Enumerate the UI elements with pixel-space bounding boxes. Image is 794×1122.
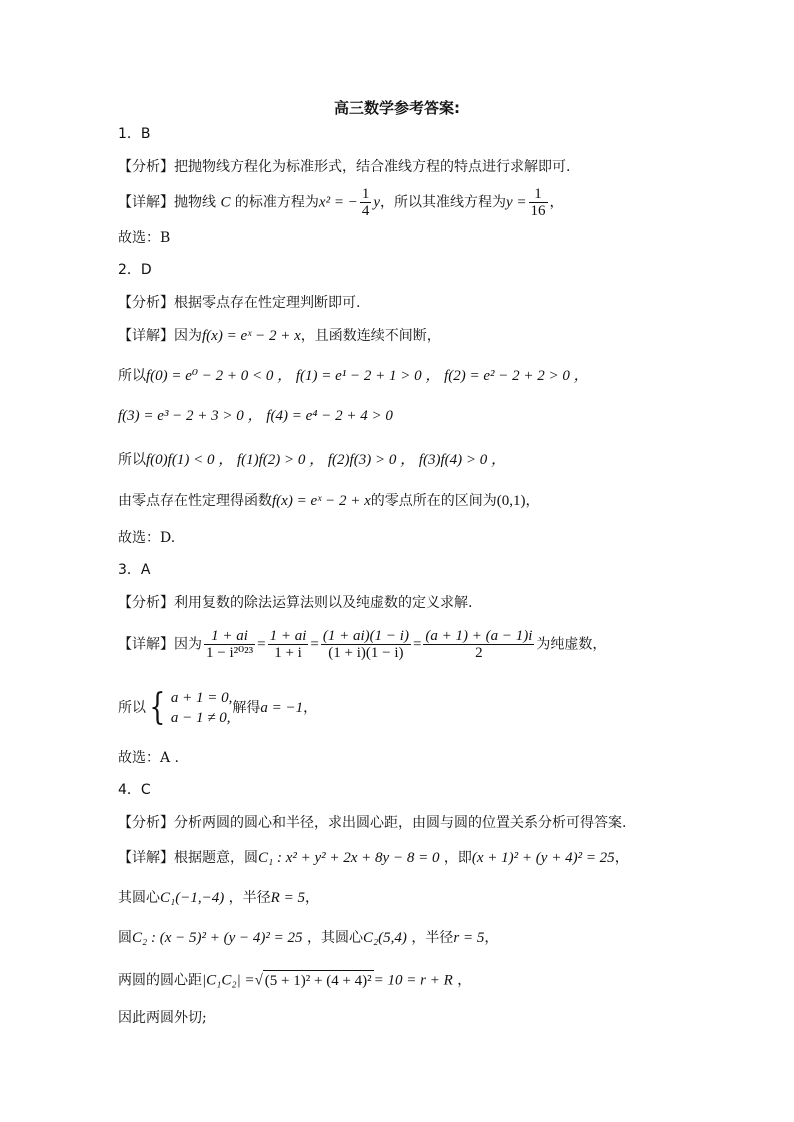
q4-distance — [118, 970, 471, 991]
q3-detail-suffix: 为纯虚数， — [536, 636, 607, 653]
q2-line-3 — [118, 450, 506, 470]
q2-line4-prefix: 由零点存在性定理得函数 — [118, 493, 272, 509]
q1-f1-den: 4 — [361, 203, 370, 219]
q4-center1-end: ， — [304, 890, 319, 906]
q4-dist-prefix: 两圆的圆心距 — [118, 972, 202, 989]
q3-fa-num: 1 + ai — [204, 628, 255, 645]
q3-system-line — [118, 688, 317, 728]
q4-detail-eq2: (x + 1)² + (y + 4)² = 25 — [471, 850, 615, 866]
q3-sys-prefix: 所以 — [118, 700, 146, 716]
q2-choice: 故选：D. — [118, 530, 176, 546]
q1-f2-num: 1 — [529, 186, 548, 203]
q4-center-1 — [118, 888, 319, 908]
q3-detail — [118, 628, 606, 661]
q4-detail-eq1: C₁ : x² + y² + 2x + 8y − 8 = 0 — [258, 850, 440, 866]
q4-center1-mid: ，半径 — [224, 890, 271, 906]
q4-center1-eq: C₁(−1,−4) — [160, 890, 225, 906]
q3-eq-sign-3: = — [412, 636, 422, 653]
q2-detail — [118, 326, 441, 346]
q4-circle2-mid: ，其圆心 — [302, 930, 363, 946]
q4-circle-2 — [118, 928, 498, 948]
q3-eq-sign-2: = — [310, 636, 319, 653]
q4-circle2-center: C₂(5,4) — [362, 930, 407, 946]
q1-detail-mid2: ，所以其准线方程为 — [380, 194, 506, 211]
q1-detail-prefix: 【详解】抛物线 — [118, 194, 221, 211]
sqrt-icon: √ — [254, 972, 263, 989]
q3-system — [171, 688, 233, 728]
q3-sys-end: ， — [303, 700, 318, 716]
q3-fc-den: (1 + i)(1 − i) — [328, 645, 404, 661]
q3-sys-line-2: a − 1 ≠ 0, — [170, 710, 231, 726]
q4-circle2-r: r = 5 — [453, 930, 485, 946]
q4-analysis: 【分析】分析两圆的圆心和半径，求出圆心距，由圆与圆的位置关系分析可得答案. — [118, 815, 627, 831]
q3-head: 3．A — [118, 562, 151, 578]
q1-eq1-var: y — [373, 194, 380, 211]
q4-detail-end: ， — [614, 850, 629, 866]
q1-analysis: 【分析】把抛物线方程化为标准形式，结合准线方程的特点进行求解即可. — [118, 159, 571, 175]
q4-detail — [118, 848, 629, 868]
q3-fd-num: (a + 1) + (a − 1)i — [425, 628, 533, 644]
q1-f2-den: 16 — [530, 203, 546, 219]
q1-detail-mid: 的标准方程为 — [230, 194, 319, 211]
q2-analysis: 【分析】根据零点存在性定理判断即可. — [118, 295, 361, 311]
q4-conclusion: 因此两圆外切; — [118, 1010, 207, 1026]
q4-circle2-mid2: ，半径 — [406, 930, 454, 946]
q3-fraction-b — [268, 628, 309, 661]
q4-detail-prefix: 【详解】根据题意，圆 — [118, 850, 258, 866]
q2-detail-suffix: ，且函数连续不间断， — [300, 328, 441, 344]
q2-line4-interval: (0,1) — [496, 493, 526, 509]
q3-fraction-c — [321, 628, 411, 661]
q2-line-4 — [118, 491, 539, 511]
q2-line3-prefix: 所以 — [118, 452, 146, 468]
q2-line4-end: ， — [525, 493, 540, 509]
q3-fraction-a — [204, 628, 255, 661]
q1-detail-end: ， — [549, 194, 564, 211]
q3-fc-num: (1 + ai)(1 − i) — [322, 628, 409, 644]
q4-dist-rhs: = 10 = r + R — [373, 972, 453, 989]
q3-detail-prefix: 【详解】因为 — [118, 636, 202, 653]
q3-fb-num: 1 + ai — [269, 628, 307, 644]
q4-head: 4．C — [118, 782, 151, 798]
q2-head: 2．D — [118, 262, 152, 278]
q2-line1-prefix: 所以 — [118, 368, 146, 384]
q4-circle2-prefix: 圆 — [118, 930, 132, 946]
q2-line-1 — [118, 366, 589, 386]
q4-dist-lhs: |C₁C₂| = — [202, 972, 255, 989]
q2-line2-eq: f(3) = e³ − 2 + 3 > 0 ， f(4) = e⁴ − 2 + 4 > 0 — [118, 408, 393, 424]
q3-sys-line-1: a + 1 = 0, — [170, 690, 233, 706]
q1-eq2-lhs: y = — [506, 194, 527, 211]
q1-fraction-2 — [529, 186, 548, 219]
q3-fb-den: 1 + i — [274, 645, 302, 661]
q4-center1-prefix: 其圆心 — [118, 890, 160, 906]
q4-circle2-end: ， — [484, 930, 499, 946]
q4-circle2-eq: C₂ : (x − 5)² + (y − 4)² = 25 — [132, 930, 303, 946]
q3-analysis: 【分析】利用复数的除法运算法则以及纯虚数的定义求解. — [118, 595, 473, 611]
q1-f1-num: 1 — [361, 186, 370, 202]
q1-eq1-lhs: x² = − — [318, 194, 358, 211]
q1-fraction-1 — [360, 186, 372, 219]
page-title: 高三数学参考答案: — [334, 99, 460, 117]
q2-detail-prefix: 【详解】因为 — [118, 328, 202, 344]
q3-fraction-d — [423, 628, 534, 661]
q1-curve-name: C — [220, 194, 231, 211]
q4-center1-r: R = 5 — [270, 890, 305, 906]
q2-detail-eq: f(x) = eˣ − 2 + x — [202, 328, 301, 344]
q2-line4-eq: f(x) = eˣ − 2 + x — [272, 493, 371, 509]
q2-line-2 — [118, 406, 393, 426]
q3-sys-result: a = −1 — [260, 700, 304, 716]
q3-choice: 故选：A . — [118, 750, 180, 766]
q1-head: 1．B — [118, 126, 151, 142]
q3-eq-sign-1: = — [257, 636, 266, 653]
q2-line4-mid: 的零点所在的区间为 — [370, 493, 497, 509]
q3-fd-den: 2 — [475, 645, 483, 661]
q4-dist-end: ， — [452, 972, 472, 989]
q1-choice: 故选：B — [118, 230, 171, 246]
left-brace-icon: { — [149, 687, 166, 728]
q4-dist-sqrt: (5 + 1)² + (4 + 4)² — [263, 970, 374, 991]
q1-detail — [118, 186, 564, 219]
q4-detail-mid: ，即 — [439, 850, 472, 866]
q2-line3-eq: f(0)f(1) < 0 ， f(1)f(2) > 0 ， f(2)f(3) > 0 ， f(3)f(4) > 0 ， — [146, 452, 507, 468]
q3-fa-den: 1 − i²⁰²³ — [206, 645, 254, 661]
q3-sys-suffix: 解得 — [232, 700, 261, 716]
q2-line1-eq: f(0) = e⁰ − 2 + 0 < 0 ， f(1) = e¹ − 2 + 1 > 0 ， f(2) = e² − 2 + 2 > 0 ， — [146, 368, 589, 384]
